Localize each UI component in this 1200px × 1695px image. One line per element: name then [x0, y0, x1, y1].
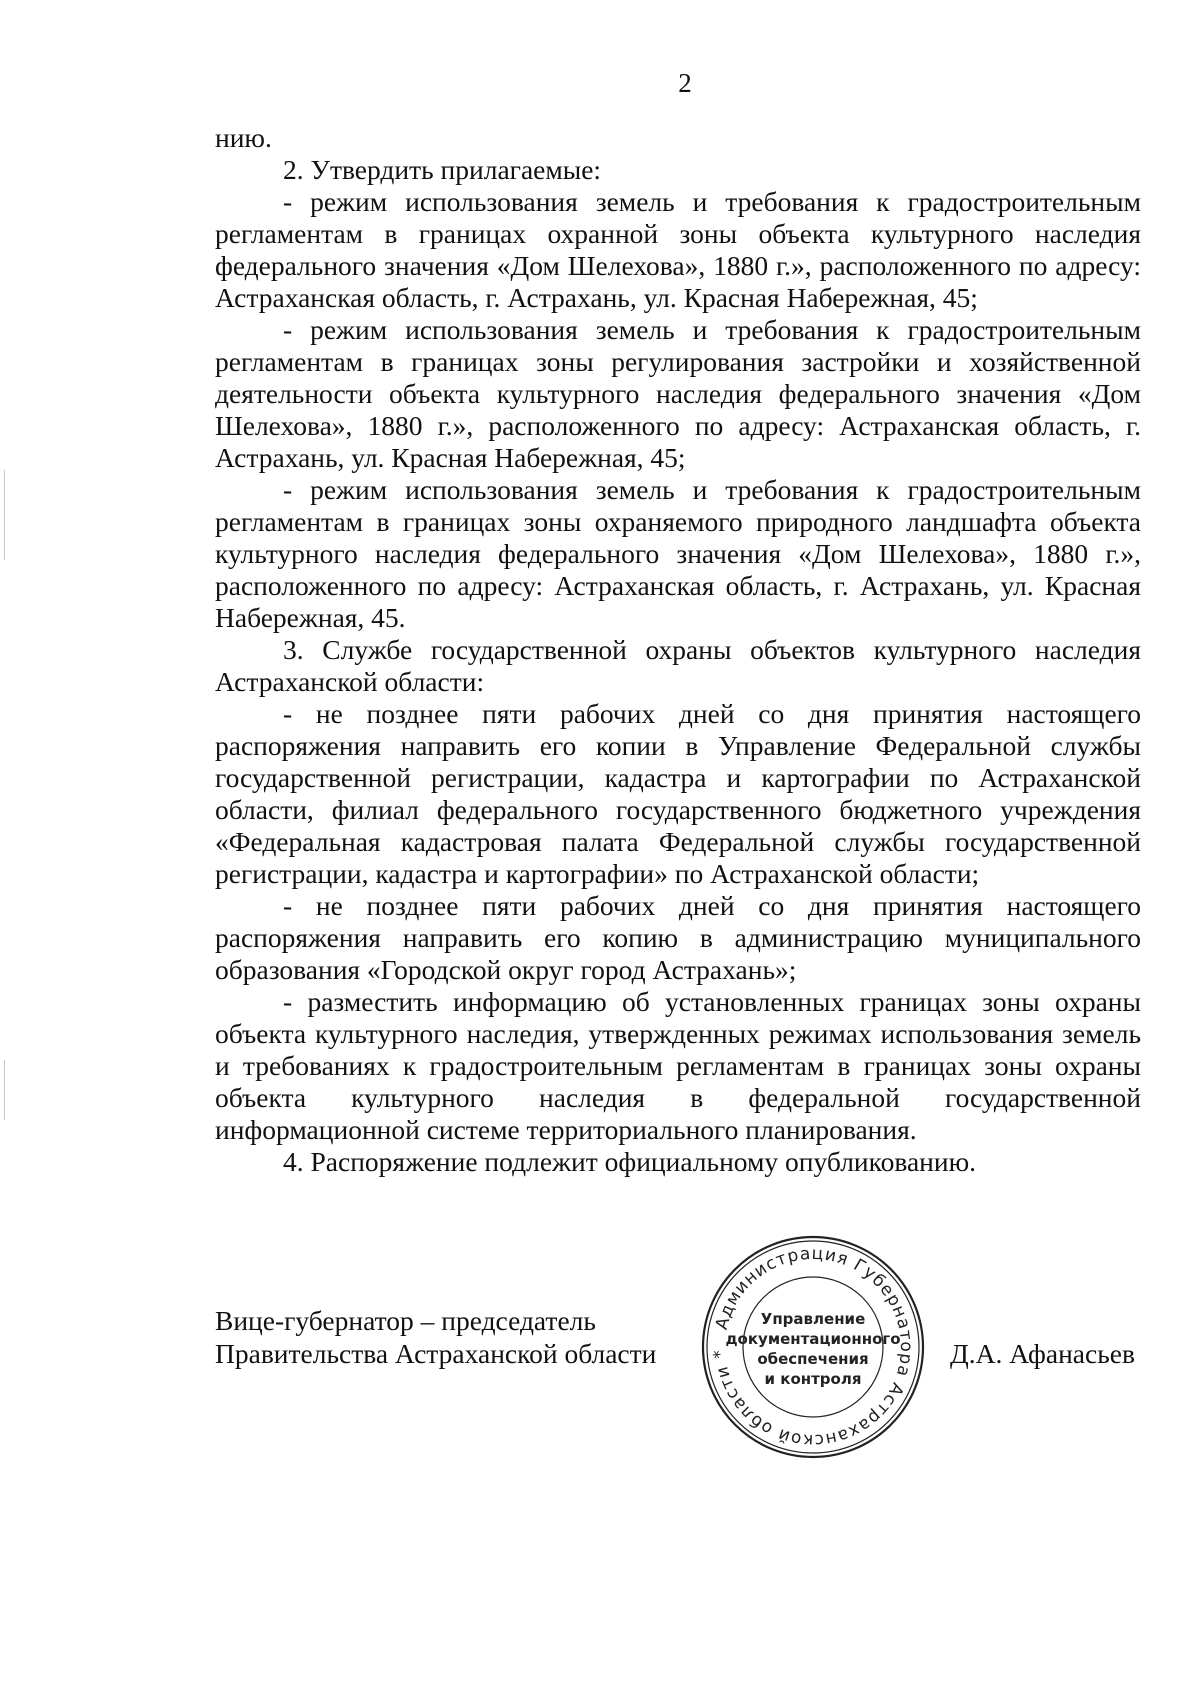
page-number: 2	[678, 68, 692, 98]
paragraph: 3. Службе государственной охраны объектов культурного наследия Астраханской области:	[215, 634, 1141, 697]
document-body	[215, 122, 1141, 1178]
paragraph: - не позднее пяти рабочих дней со дня принятия настоящего распоряжения направить его копию в администрацию муниципального образования «Городской округ город Астрахань»;	[215, 890, 1141, 985]
signatory-position	[215, 1304, 656, 1370]
scan-artifact-line	[4, 1060, 5, 1120]
signatory-position-line-1: Вице-губернатор – председатель	[215, 1305, 596, 1336]
paragraph: - режим использования земель и требования к градостроительным регламентам в границах охранной зоны объекта культурного наследия федерального значения «Дом Шелехова», 1880 г.», расположенного по адресу: Астраханская область, г. Астрахань, ул. Красная Набережная, 45;	[215, 186, 1141, 313]
official-seal	[700, 1234, 926, 1460]
paragraph: - не позднее пяти рабочих дней со дня принятия настоящего распоряжения направить его копии в Управление Федеральной службы государственной регистрации, кадастра и картографии по Астраханской области, филиал федерального государственного бюджетного учреждения «Федеральная кадастровая палата Федеральной службы государственной регистрации, кадастра и картографии» по Астраханской области;	[215, 698, 1141, 889]
paragraph: 2. Утвердить прилагаемые:	[283, 154, 602, 185]
scan-artifact-line	[4, 470, 5, 560]
seal-inner-line: обеспечения	[757, 1350, 869, 1368]
seal-inner-line: и контроля	[764, 1370, 862, 1388]
signatory-name: Д.А. Афанасьев	[950, 1338, 1135, 1369]
paragraph: нию.	[215, 122, 272, 153]
signatory-position-line-2: Правительства Астраханской области	[215, 1338, 657, 1369]
paragraph: - режим использования земель и требования к градостроительным регламентам в границах зоны охраняемого природного ландшафта объекта культурного наследия федерального значения «Дом Шелехова», 1880 г.», расположенного по адресу: Астраханская область, г. Астрахань, ул. Красная Набережная, 45.	[215, 474, 1141, 633]
seal-inner-line: документационного	[725, 1330, 901, 1348]
seal-inner-line: Управление	[760, 1310, 866, 1328]
paragraph: 4. Распоряжение подлежит официальному опубликованию.	[283, 1146, 977, 1177]
paragraph: - разместить информацию об установленных границах зоны охраны объекта культурного наследия, утвержденных режимах использования земель и требованиях к градостроительным регламентам в границах зоны охраны объекта культурного наследия в федеральной государственной информационной системе территориального планирования.	[215, 986, 1141, 1145]
paragraph: - режим использования земель и требования к градостроительным регламентам в границах зоны регулирования застройки и хозяйственной деятельности объекта культурного наследия федерального значения «Дом Шелехова», 1880 г.», расположенного по адресу: Астраханская область, г. Астрахань, ул. Красная Набережная, 45;	[215, 314, 1141, 473]
seal-outer-text: Администрация Губернатора Астраханской области *	[709, 1243, 917, 1451]
